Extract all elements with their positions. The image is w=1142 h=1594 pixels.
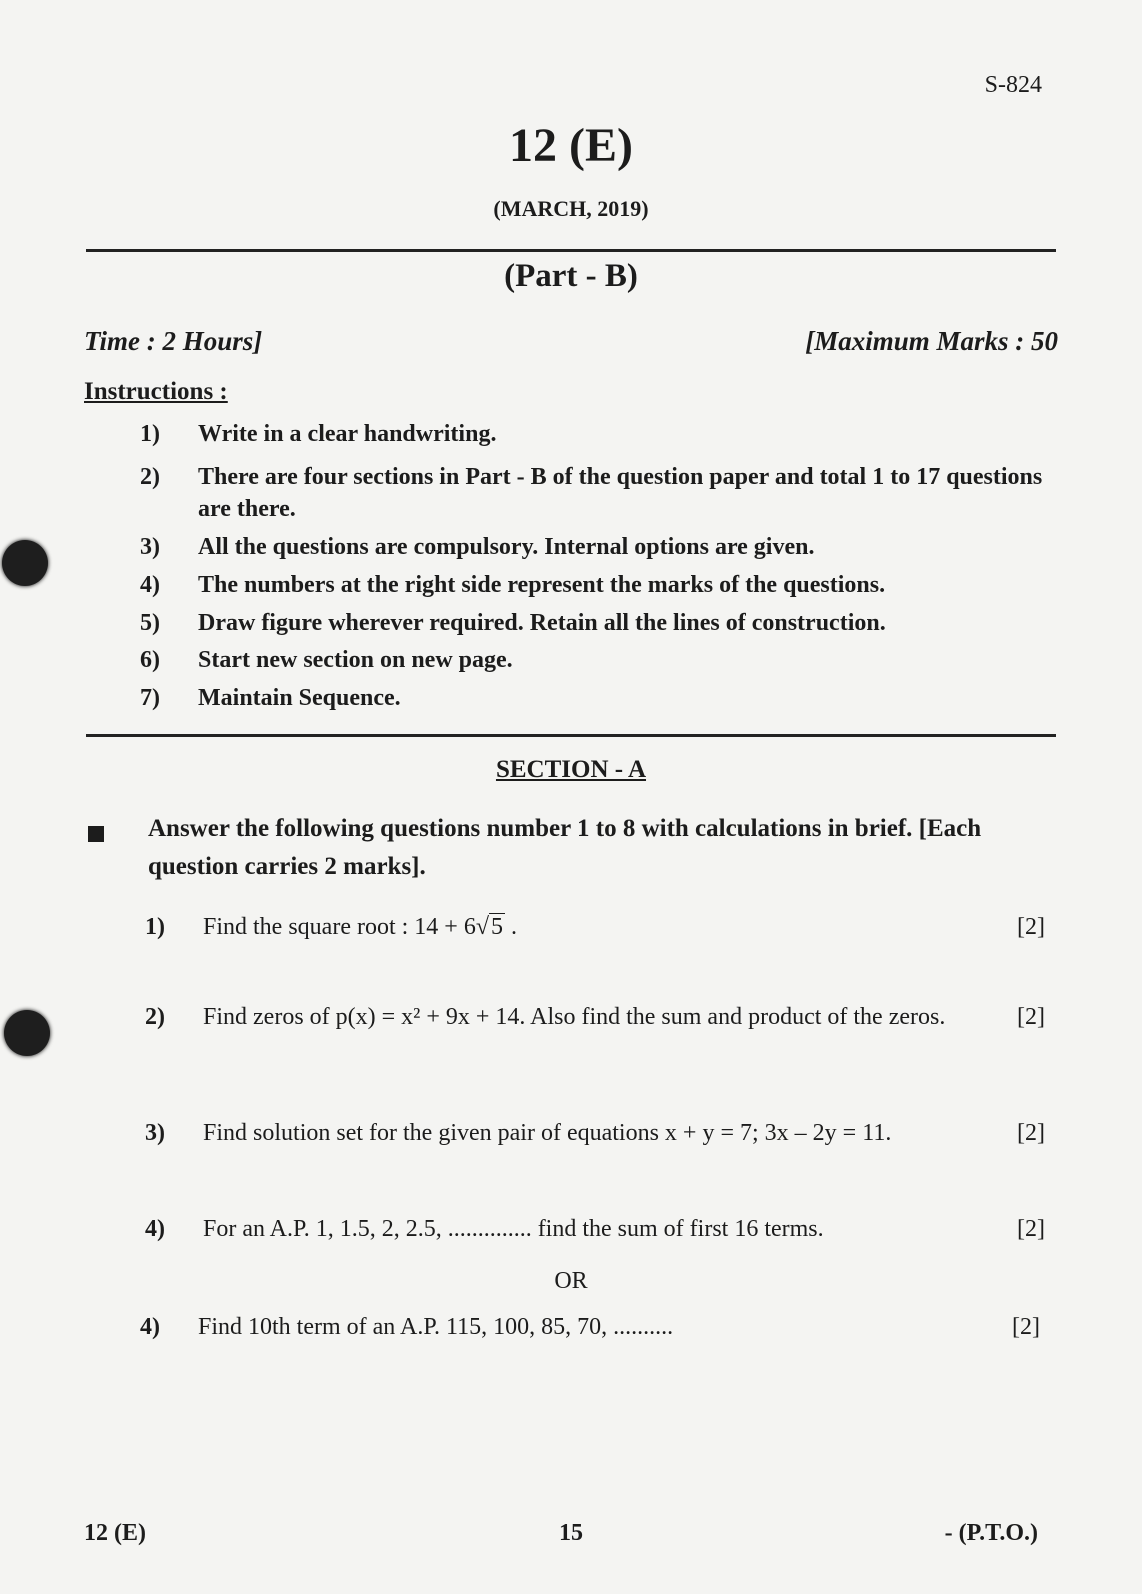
question-text-part: Find the square root : 14 + 6 xyxy=(203,914,476,940)
question-text: Find 10th term of an A.P. 115, 100, 85, 70, .......... xyxy=(198,1314,674,1340)
instruction-text: There are four sections in Part - B of the question paper and total 1 to 17 questions are there. xyxy=(198,464,1043,522)
question-marks: [2] xyxy=(1017,1120,1045,1146)
square-bullet-icon xyxy=(88,826,104,842)
question-marks: [2] xyxy=(1012,1314,1040,1340)
instruction-item xyxy=(140,644,1060,676)
paper-code: S-824 xyxy=(984,72,1042,98)
question-text: Find solution set for the given pair of equations x + y = 7; 3x – 2y = 11. xyxy=(203,1120,892,1146)
instruction-number: 4) xyxy=(140,572,160,598)
instruction-item xyxy=(140,569,1060,601)
instruction-item xyxy=(140,418,1060,450)
instruction-text: Write in a clear handwriting. xyxy=(198,421,497,447)
question-number: 4) xyxy=(145,1216,165,1242)
question-2 xyxy=(145,1002,1045,1032)
paper-title: 12 (E) xyxy=(509,119,633,172)
instruction-number: 2) xyxy=(140,464,160,490)
section-instruction: Answer the following questions number 1 to 8 with calculations in brief. [Each question carries 2 marks]. xyxy=(148,815,982,880)
footer-subject-code: 12 (E) xyxy=(84,1520,146,1546)
instruction-text: Maintain Sequence. xyxy=(198,685,401,711)
question-number: 4) xyxy=(140,1314,160,1340)
question-marks: [2] xyxy=(1017,1216,1045,1242)
instruction-number: 6) xyxy=(140,647,160,673)
paper-date: (MARCH, 2019) xyxy=(493,196,649,221)
or-separator: OR xyxy=(554,1268,588,1294)
question-text-part: . xyxy=(505,914,518,940)
question-text: For an A.P. 1, 1.5, 2, 2.5, .............. find the sum of first 16 terms. xyxy=(203,1216,824,1242)
divider-top xyxy=(86,249,1056,252)
divider-instructions xyxy=(86,734,1056,737)
question-marks: [2] xyxy=(1017,914,1045,940)
instruction-item xyxy=(140,607,1060,639)
question-number: 3) xyxy=(145,1120,165,1146)
question-1 xyxy=(145,912,1045,942)
question-number: 1) xyxy=(145,914,165,940)
question-text xyxy=(203,912,997,942)
instruction-number: 5) xyxy=(140,610,160,636)
question-4 xyxy=(145,1214,1045,1244)
instruction-text: The numbers at the right side represent the marks of the questions. xyxy=(198,572,886,598)
instructions-heading: Instructions : xyxy=(84,378,228,405)
instruction-text: All the questions are compulsory. Internal options are given. xyxy=(198,534,815,560)
question-marks: [2] xyxy=(1017,1004,1045,1030)
maximum-marks: [Maximum Marks : 50 xyxy=(805,326,1058,356)
instruction-number: 1) xyxy=(140,421,160,447)
question-3 xyxy=(145,1118,1045,1148)
square-root-symbol: √5 xyxy=(475,914,504,940)
instruction-number: 7) xyxy=(140,685,160,711)
punch-hole-bottom xyxy=(4,1010,50,1056)
instruction-item xyxy=(140,682,1060,714)
question-4-alternative xyxy=(140,1312,1040,1342)
part-heading: (Part - B) xyxy=(504,258,638,294)
question-text: Find zeros of p(x) = x² + 9x + 14. Also find the sum and product of the zeros. xyxy=(203,1004,946,1030)
radicand: 5 xyxy=(491,914,504,940)
please-turn-over: - (P.T.O.) xyxy=(944,1520,1038,1546)
instruction-item xyxy=(140,461,1060,525)
instruction-text: Draw figure wherever required. Retain all the lines of construction. xyxy=(198,610,886,636)
punch-hole-top xyxy=(2,540,48,586)
section-heading: SECTION - A xyxy=(495,756,647,783)
instruction-number: 3) xyxy=(140,534,160,560)
question-number: 2) xyxy=(145,1004,165,1030)
time-allowed: Time : 2 Hours] xyxy=(84,326,263,356)
instruction-item xyxy=(140,531,1060,563)
page-number: 15 xyxy=(559,1520,583,1546)
instruction-text: Start new section on new page. xyxy=(198,647,513,673)
